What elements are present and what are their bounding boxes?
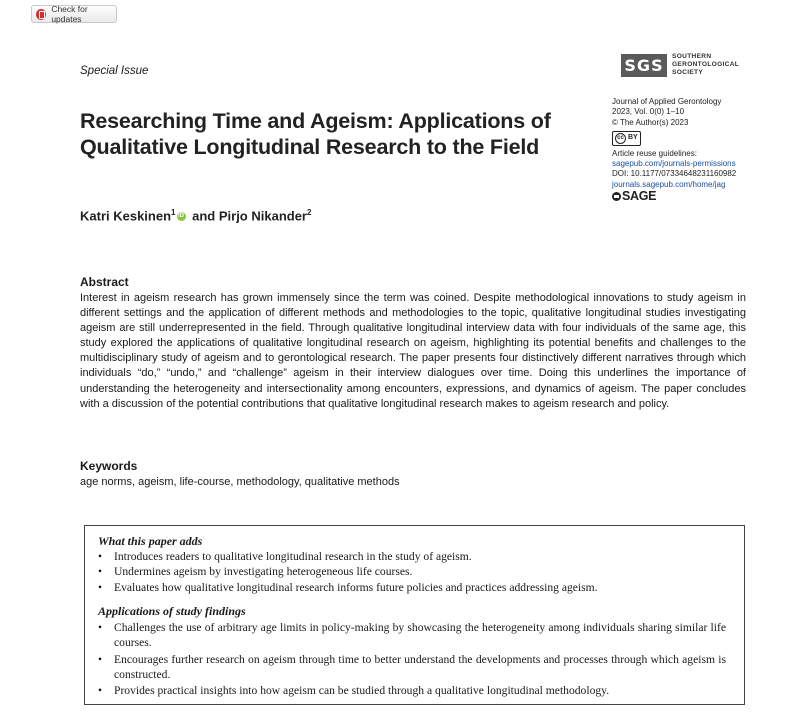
- reuse-label: Article reuse guidelines:: [612, 148, 697, 158]
- society-name: SOUTHERN GERONTOLOGICAL SOCIETY: [672, 53, 740, 76]
- sgs-logo-mark: SGS: [621, 54, 667, 77]
- list-item: • Introduces readers to qualitative longitudinal research in the study of ageism.: [98, 550, 472, 563]
- cc-license-badge[interactable]: [612, 131, 641, 146]
- author-1-affiliation: 1: [171, 208, 176, 217]
- society-logo: [621, 53, 739, 77]
- cc-by-label: BY: [628, 134, 638, 142]
- author-1[interactable]: Katri Keskinen: [80, 208, 172, 224]
- highlights-box: [84, 525, 745, 705]
- keywords-text: age norms, ageism, life-course, methodology, qualitative methods: [80, 476, 400, 488]
- cc-icon: cc: [615, 133, 626, 144]
- list-item: • Encourages further research on ageism through time to better understand the developments and processes through which ageism is constructed.: [98, 653, 726, 681]
- journal-name: Journal of Applied Gerontology: [612, 97, 722, 106]
- article-title: Researching Time and Ageism: Applications of Qualitative Longitudinal Research to the Field: [80, 109, 551, 159]
- abstract-heading: Abstract: [80, 275, 129, 289]
- list-item: • Challenges the use of arbitrary age limits in policy-making by showcasing the heterogeneity among individuals sharing similar life courses.: [98, 621, 726, 649]
- orcid-icon[interactable]: iD: [178, 213, 184, 220]
- doi[interactable]: DOI: 10.1177/07334648231160982: [612, 169, 737, 179]
- journal-info: [612, 97, 737, 204]
- sage-icon: [612, 192, 621, 201]
- list-item: • Evaluates how qualitative longitudinal research informs future policies and practices addressing ageism.: [98, 581, 598, 594]
- author-2-affiliation: 2: [307, 208, 312, 217]
- journal-copyright: © The Author(s) 2023: [612, 117, 689, 127]
- check-for-updates-label: Check for updates: [51, 4, 88, 24]
- sage-logo: SAGE: [612, 191, 736, 201]
- what-this-paper-adds-heading: What this paper adds: [98, 534, 203, 548]
- bookmark-icon: [36, 9, 46, 20]
- journal-home-link[interactable]: journals.sagepub.com/home/jag: [612, 179, 726, 189]
- list-item: • Provides practical insights into how ageism can be studied through a qualitative longitudinal methodology.: [98, 684, 610, 697]
- special-issue-label: Special Issue: [80, 65, 149, 77]
- author-list: [80, 208, 311, 223]
- author-2[interactable]: and Pirjo Nikander: [192, 208, 307, 224]
- reuse-link[interactable]: sagepub.com/journals-permissions: [612, 159, 736, 169]
- check-for-updates-button[interactable]: [31, 5, 117, 23]
- journal-volume: 2023, Vol. 0(0) 1–10: [612, 107, 685, 117]
- abstract-text: Interest in ageism research has grown immensely since the term was coined. Despite methodological innovations to study ageism in different settings and the application of different methods and methodologies to the topic, qualitative longitudinal studies investigating ageism are still underrepresented in the field. Through qualitative longitudinal interview data with four individuals of the same age, this study explored the applications of qualitative longitudinal research on ageism, highlighting its potential benefits and challenges to the multidisciplinary study of ageism and to gerontological research. The paper presents four distinctively different narratives through which individuals “do,” “undo,” and “challenge” ageism in their interview dialogues over time. Doing this underlines the importance of understanding the heterogeneity and intersectionality among encounters, expressions, and dynamics of ageism. The paper concludes with a discussion of the potential contributions that qualitative longitudinal research makes to ageism research and policy.: [80, 292, 746, 410]
- list-item: • Undermines ageism by investigating heterogeneous life courses.: [98, 565, 413, 578]
- keywords-heading: Keywords: [80, 459, 138, 473]
- applications-heading: Applications of study findings: [98, 604, 246, 618]
